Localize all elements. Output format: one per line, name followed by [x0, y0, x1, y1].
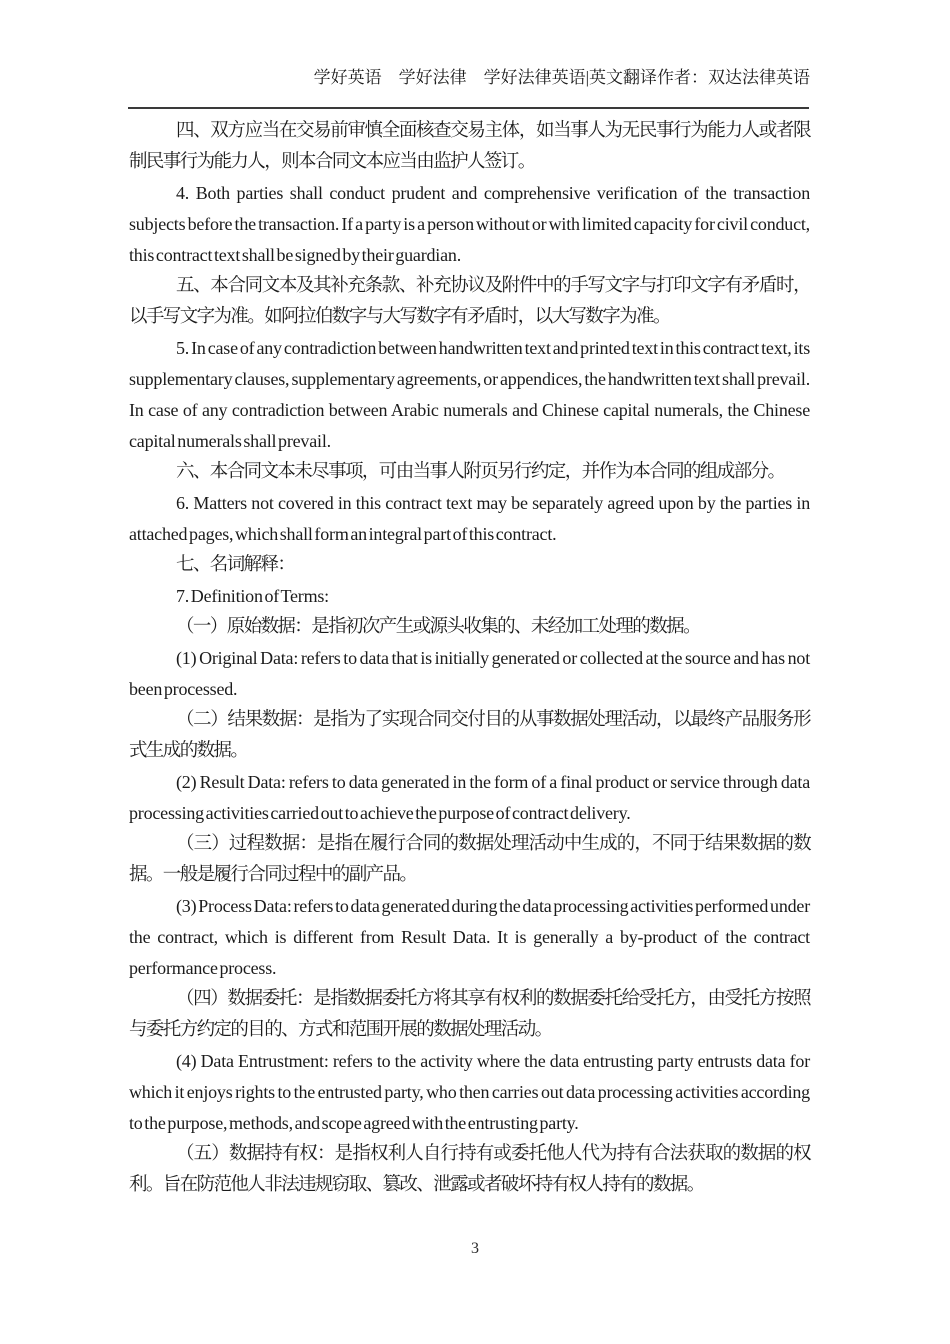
clause-zh-6: 六、本合同文本未尽事项，可由当事人附页另行约定，并作为本合同的组成部分。 — [176, 462, 785, 482]
definition-zh-1: （一）原始数据：是指初次产生或源头收集的、未经加工处理的数据。 — [176, 617, 700, 637]
document-body — [129, 116, 810, 1201]
clause-en-6: 6. Matters not covered in this contract text may be separately agreed upon by the parties in attached pages, which shall form an integral part of this contract. — [129, 493, 810, 544]
clause-en-5: 5. In case of any contradiction between handwritten text and printed text in this contract text, its supplementary clauses, supplementary agreements, or appendices, the handwritten text shall prevail. In case of any contradiction between Arabic numerals and Chinese capital numerals, the Chinese capital numerals shall prevail. — [129, 338, 810, 451]
header-credit: 学好英语 学好法律 学好法律英语|英文翻译作者：双达法律英语 — [313, 68, 810, 87]
definition-en-2: (2) Result Data: refers to data generated in the form of a final product or service through data processing activities carried out to achieve the purpose of contract delivery. — [129, 772, 810, 823]
definition-zh-5: （五）数据持有权：是指权利人自行持有或委托他人代为持有合法获取的数据的权利。旨在防范他人非法违规窃取、篡改、泄露或者破坏持有权人持有的数据。 — [129, 1144, 810, 1195]
definition-zh-2: （二）结果数据：是指为了实现合同交付目的从事数据处理活动，以最终产品服务形式生成的数据。 — [129, 710, 810, 761]
page-footer — [0, 1240, 950, 1258]
definition-en-1: (1) Original Data: refers to data that is initially generated or collected at the source and has not been processed. — [129, 648, 810, 699]
clause-zh-4: 四、双方应当在交易前审慎全面核查交易主体，如当事人为无民事行为能力人或者限制民事行为能力人，则本合同文本应当由监护人签订。 — [129, 121, 810, 172]
clause-en-4: 4. Both parties shall conduct prudent and comprehensive verification of the transaction subjects before the transaction. If a party is a person without or with limited capacity for civil conduct, this contract text shall be signed by their guardian. — [129, 183, 810, 265]
definition-zh-4: （四）数据委托：是指数据委托方将其享有权利的数据委托给受托方，由受托方按照与委托方约定的目的、方式和范围开展的数据处理活动。 — [129, 989, 810, 1040]
clause-zh-5: 五、本合同文本及其补充条款、补充协议及附件中的手写文字与打印文字有矛盾时，以手写文字为准。如阿拉伯数字与大写数字有矛盾时，以大写数字为准。 — [129, 276, 810, 327]
page-header — [129, 66, 810, 90]
page-number: 3 — [471, 1240, 479, 1257]
clause-zh-7: 七、名词解释： — [176, 555, 295, 575]
header-divider — [128, 107, 809, 109]
definition-en-3: (3) Process Data: refers to data generated during the data processing activities performed under the contract, which is different from Result Data. It is generally a by-product of the contract performance process. — [129, 896, 810, 978]
clause-en-7: 7. Definition of Terms: — [176, 586, 329, 606]
definition-en-4: (4) Data Entrustment: refers to the activity where the data entrusting party entrusts data for which it enjoys rights to the entrusted party, who then carries out data processing activities according to the purpose, methods, and scope agreed with the entrusting party. — [129, 1051, 810, 1133]
definition-zh-3: （三）过程数据：是指在履行合同的数据处理活动中生成的，不同于结果数据的数据。一般是履行合同过程中的副产品。 — [129, 834, 810, 885]
